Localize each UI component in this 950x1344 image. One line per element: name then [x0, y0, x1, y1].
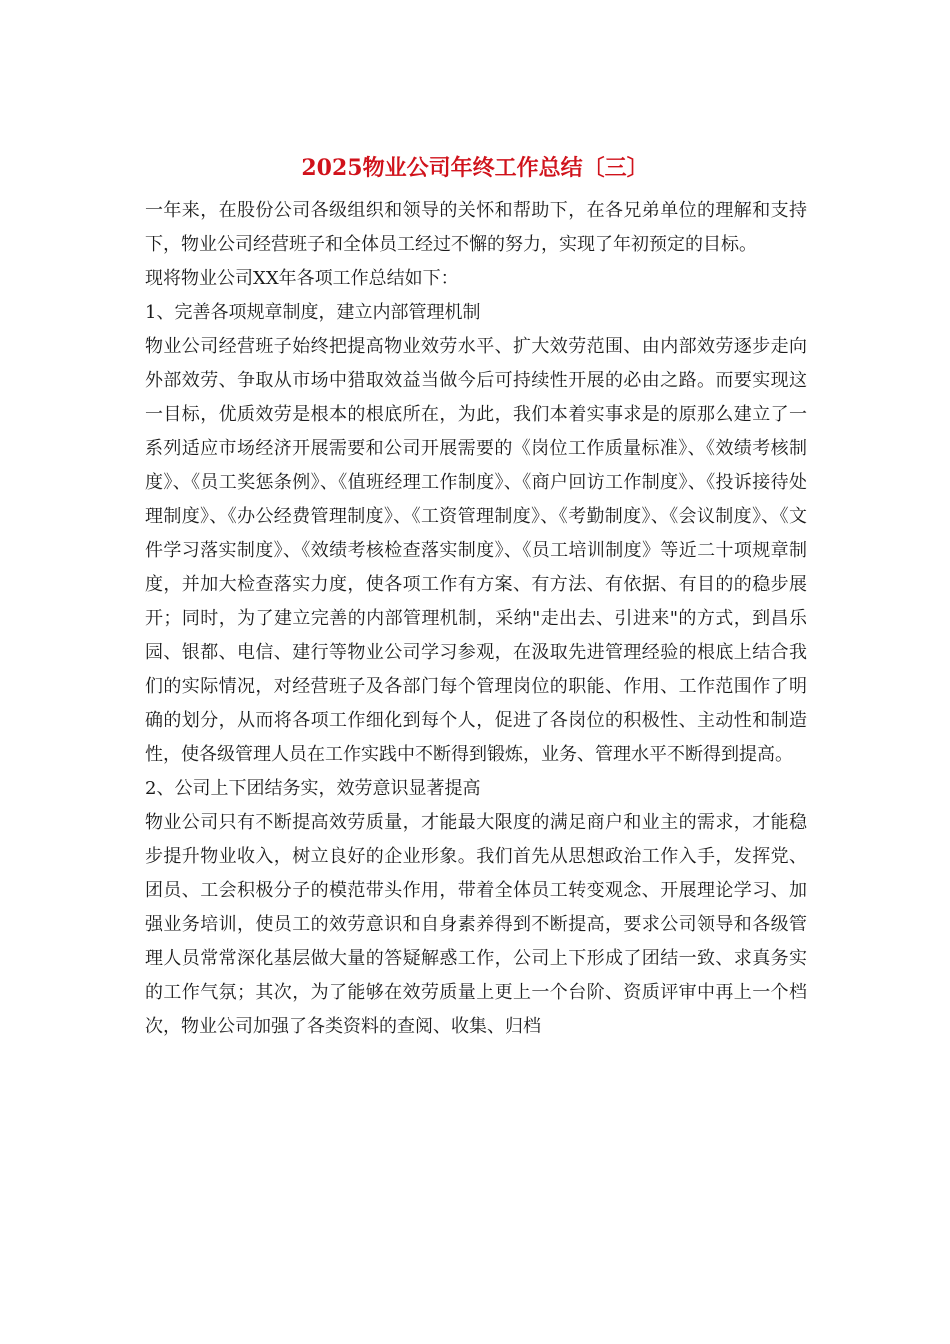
paragraph-intro: 一年来，在股份公司各级组织和领导的关怀和帮助下，在各兄弟单位的理解和支持下，物业公司经营班子和全体员工经过不懈的努力，实现了年初预定的目标。: [145, 200, 807, 255]
document-title: 2025物业公司年终工作总结〔三〕: [301, 155, 649, 181]
paragraph-section-2: 物业公司只有不断提高效劳质量，才能最大限度的满足商户和业主的需求，才能稳步提升物业收入，树立良好的企业形象。我们首先从思想政治工作入手，发挥党、团员、工会积极分子的模范带头作用，带着全体员工转变观念、开展理论学习、加强业务培训，使员工的效劳意识和自身素养得到不断提高，要求公司领导和各级管理人员常常深化基层做大量的答疑解惑工作，公司上下形成了团结一致、求真务实的工作气氛；其次，为了能够在效劳质量上更上一个台阶、资质评审中再上一个档次，物业公司加强了各类资料的查阅、收集、归档: [145, 812, 807, 1037]
document-body: [145, 194, 807, 1044]
paragraph-summary-lead: 现将物业公司XX年各项工作总结如下：: [145, 268, 459, 289]
paragraph-section-1: 物业公司经营班子始终把提高物业效劳水平、扩大效劳范围、由内部效劳逐步走向外部效劳、争取从市场中猎取效益当做今后可持续性开展的必由之路。而要实现这一目标，优质效劳是根本的根底所在，为此，我们本着实事求是的原那么建立了一系列适应市场经济开展需要和公司开展需要的《岗位工作质量标准》、《效绩考核制度》、《员工奖惩条例》、《值班经理工作制度》、《商户回访工作制度》、《投诉接待处理制度》、《办公经费管理制度》、《工资管理制度》、《考勤制度》、《会议制度》、《文件学习落实制度》、《效绩考核检查落实制度》、《员工培训制度》等近二十项规章制度，并加大检查落实力度，使各项工作有方案、有方法、有依据、有目的的稳步展开；同时，为了建立完善的内部管理机制，采纳"走出去、引进来"的方式，到昌乐园、银都、电信、建行等物业公司学习参观，在汲取先进管理经验的根底上结合我们的实际情况，对经营班子及各部门每个管理岗位的职能、作用、工作范围作了明确的划分，从而将各项工作细化到每个人，促进了各岗位的积极性、主动性和制造性，使各级管理人员在工作实践中不断得到锻炼，业务、管理水平不断得到提高。: [145, 336, 807, 765]
section-heading-2: 2、公司上下团结务实，效劳意识显著提高: [145, 778, 481, 799]
section-heading-1: 1、完善各项规章制度，建立内部管理机制: [145, 302, 481, 323]
